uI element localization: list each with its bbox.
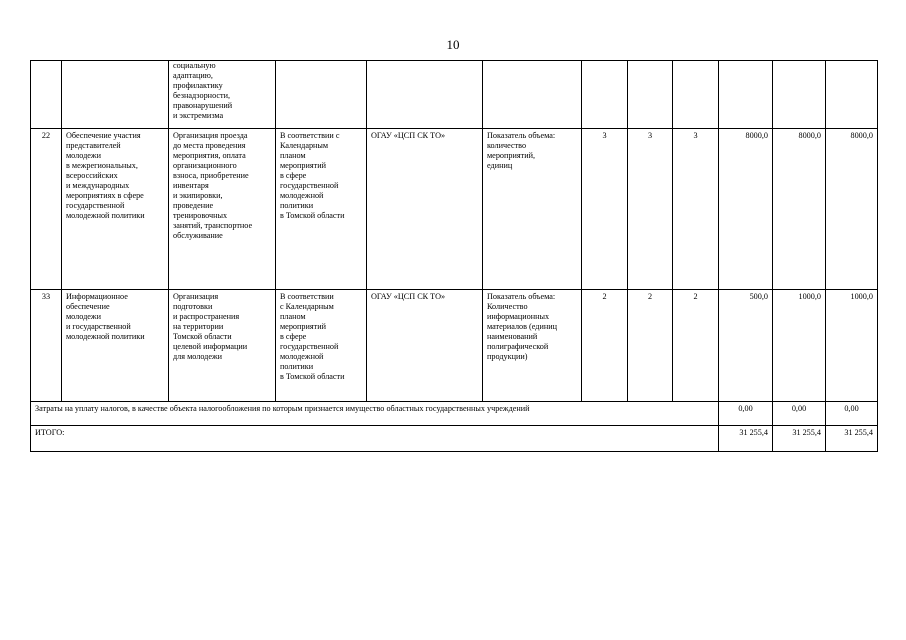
total-funding-2: 31 255,4 [773,426,826,452]
indicator-value-3: 3 [673,129,719,290]
executor: ОГАУ «ЦСП СК ТО» [367,290,483,402]
indicator-value-3 [673,61,719,129]
table-row [31,290,878,402]
executor: ОГАУ «ЦСП СК ТО» [367,129,483,290]
funding-2: 8000,0 [773,129,826,290]
taxes-funding-2: 0,00 [773,402,826,426]
funding-3: 1000,0 [826,290,878,402]
activity-content: социальную адаптацию, профилактику безнадзорности, правонарушений и экстремизма [169,61,276,129]
table-row [31,129,878,290]
indicator-value-1: 2 [582,290,628,402]
indicator-value-1: 3 [582,129,628,290]
taxes-funding-1: 0,00 [719,402,773,426]
total-funding-3: 31 255,4 [826,426,878,452]
taxes-funding-3: 0,00 [826,402,878,426]
funding-3 [826,61,878,129]
funding-3: 8000,0 [826,129,878,290]
activity-basis [276,61,367,129]
activity-name: Информационное обеспечение молодежи и государственной молодежной политики [62,290,169,402]
activity-basis: В соответствии с Календарным планом мероприятий в сфере государственной молодежной политики в Томской области [276,290,367,402]
row-number: 33 [31,290,62,402]
indicator-value-2: 2 [628,290,673,402]
row-number [31,61,62,129]
indicator: Показатель объема: количество мероприятий, единиц [483,129,582,290]
activity-content: Организация проезда до места проведения мероприятия, оплата организационного взноса, приобретение инвентаря и экипировки, проведение тренировочных занятий, транспортное обслуживание [169,129,276,290]
activities-table [30,60,878,452]
indicator: Показатель объема: Количество информационных материалов (единиц наименований полиграфической продукции) [483,290,582,402]
activity-basis: В соответствии с Календарным планом мероприятий в сфере государственной молодежной политики в Томской области [276,129,367,290]
funding-1: 8000,0 [719,129,773,290]
page-number: 10 [446,37,460,52]
indicator-value-2: 3 [628,129,673,290]
funding-1 [719,61,773,129]
funding-2 [773,61,826,129]
total-funding-1: 31 255,4 [719,426,773,452]
activity-content: Организация подготовки и распространения на территории Томской области целевой информации для молодежи [169,290,276,402]
executor [367,61,483,129]
funding-2: 1000,0 [773,290,826,402]
indicator-value-1 [582,61,628,129]
indicator-value-2 [628,61,673,129]
indicator-value-3: 2 [673,290,719,402]
funding-1: 500,0 [719,290,773,402]
activity-name: Обеспечение участия представителей молодежи в межрегиональных, всероссийских и международных мероприятиях в сфере государственной молодежной политики [62,129,169,290]
total-row [31,426,878,452]
table-row [31,61,878,129]
total-label: ИТОГО: [31,426,719,452]
taxes-row [31,402,878,426]
indicator [483,61,582,129]
activity-name [62,61,169,129]
row-number: 22 [31,129,62,290]
taxes-label: Затраты на уплату налогов, в качестве объекта налогообложения по которым признается имущество областных государственных учреждений [31,402,719,426]
